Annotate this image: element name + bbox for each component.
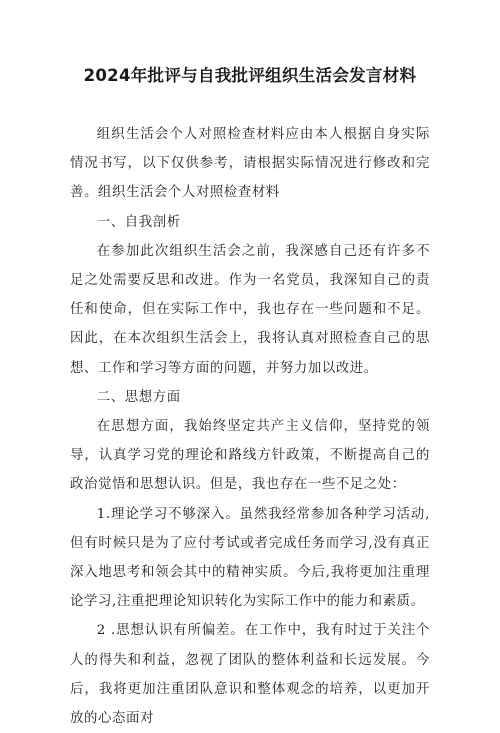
- intro-paragraph: 组织生活会个人对照检查材料应由本人根据自身实际情况书写，以下仅供参考，请根据实际情况进行修改和完善。组织生活会个人对照检查材料: [70, 127, 430, 201]
- point-theory-study: 1.理论学习不够深入。虽然我经常参加各种学习活动,但有时候只是为了应付考试或者完成任务而学习,没有真正深入地思考和领会其中的精神实质。今后,我将更加注重理论学习,注重把理论知识转化为实际工作中的能力和素质。: [70, 506, 430, 610]
- document-title: 2024年批评与自我批评组织生活会发言材料: [83, 66, 417, 85]
- section-heading-self-analysis: 一、自我剖析: [96, 214, 181, 230]
- thought-paragraph: 在思想方面，我始终坚定共产主义信仰，坚持党的领导，认真学习党的理论和路线方针政策，不断提高自己的政治觉悟和思想认识。但是，我也存在一些不足之处：: [70, 419, 430, 493]
- point-thought-deviation: 2 .思想认识有所偏差。在工作中，我有时过于关注个人的得失和利益，忽视了团队的整体利益和长远发展。今后，我将更加注重团队意识和整体观念的培养，以更加开放的心态面对: [70, 623, 430, 727]
- self-analysis-paragraph: 在参加此次组织生活会之前，我深感自己还有许多不足之处需要反思和改进。作为一名党员，我深知自己的责任和使命，但在实际工作中，我也存在一些问题和不足。因此，在本次组织生活会上，我将认真对照检查自己的思想、工作和学习等方面的问题，并努力加以改进。: [70, 243, 430, 376]
- section-heading-thought: 二、思想方面: [96, 389, 181, 405]
